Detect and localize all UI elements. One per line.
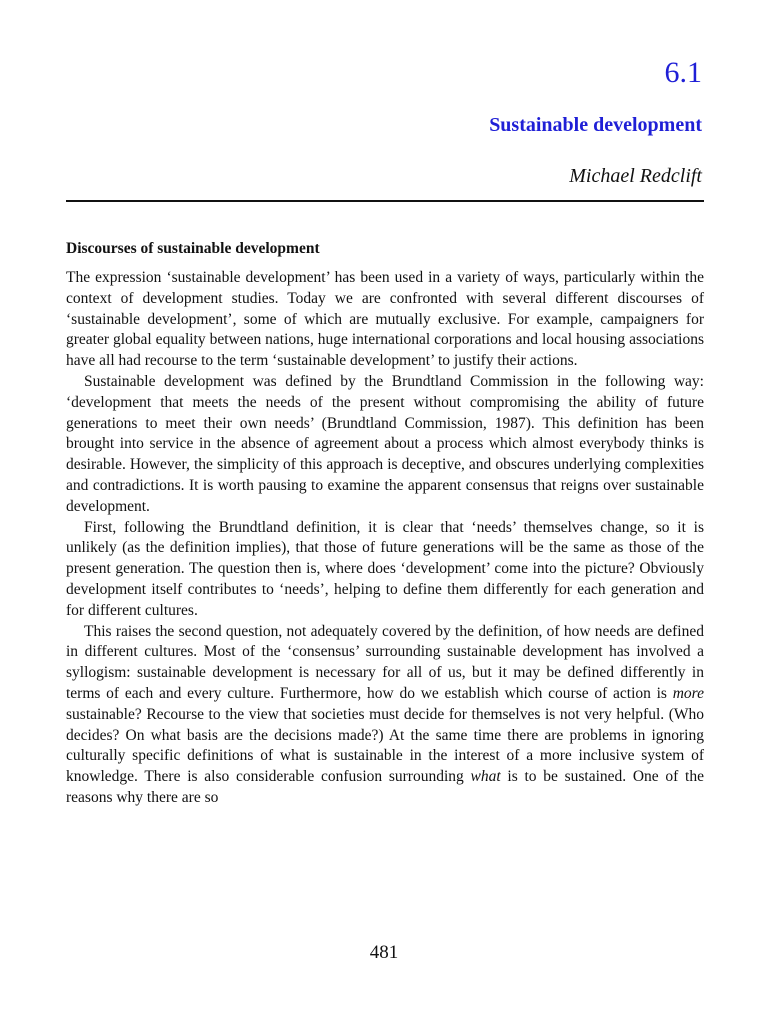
page-number: 481: [369, 942, 399, 963]
paragraph-3: [66, 518, 704, 622]
paragraph-text: is to be sustained. One of the reasons why there are so: [66, 768, 704, 806]
emphasis-what: what: [470, 768, 501, 786]
paragraph-2: [66, 372, 704, 518]
author-name: Michael Redclift: [569, 165, 702, 187]
paragraph-text: Sustainable development was defined by the Brundtland Commission in the following way: ‘development that meets the needs of the present without compromising the ability of future generations to meet their own needs’ (Brundtland Commission, 1987). This definition has been brought into service in the absence of agreement about a process which almost everybody thinks is desirable. However, the simplicity of this approach is deceptive, and obscures underlying complexities and contradictions. It is worth pausing to examine the apparent consensus that reigns over sustainable development.: [66, 372, 704, 515]
paragraph-text: First, following the Brundtland definition, it is clear that ‘needs’ themselves change, so it is unlikely (as the definition implies), that those of future generations will be the same as those of the present generation. The question then is, where does ‘development’ come into the picture? Obviously development itself contributes to ‘needs’, helping to define them differently for each generation and for different cultures.: [66, 518, 704, 619]
paragraph-text: sustainable? Recourse to the view that societies must decide for themselves is not very helpful. (Who decides? On what basis are the decisions made?) At the same time there are problems in ignoring culturally specific definitions of what is sustainable in the interest of a more inclusive system of knowledge. There is also considerable confusion surrounding: [66, 705, 704, 786]
chapter-number: 6.1: [664, 56, 702, 89]
chapter-title: Sustainable development: [489, 114, 702, 136]
paragraph-1: [66, 268, 704, 372]
paragraph-text: The expression ‘sustainable development’ has been used in a variety of ways, particularly within the context of development studies. Today we are confronted with several different discourses of ‘sustainable development’, some of which are mutually exclusive. For example, campaigners for greater global equality between nations, huge international corporations and local housing associations have all had recourse to the term ‘sustainable development’ to justify their actions.: [66, 269, 704, 370]
header-rule: [66, 200, 704, 202]
section-heading: Discourses of sustainable development: [66, 240, 320, 257]
emphasis-more: more: [672, 684, 704, 702]
paragraph-4: [66, 622, 704, 809]
body-text: [66, 268, 704, 809]
paragraph-text: This raises the second question, not adequately covered by the definition, of how needs are defined in different cultures. Most of the ‘consensus’ surrounding sustainable development has involved a syllogism: sustainable development is necessary for all of us, but it may be defined differently in terms of each and every culture. Furthermore, how do we establish which course of action is: [66, 622, 704, 702]
